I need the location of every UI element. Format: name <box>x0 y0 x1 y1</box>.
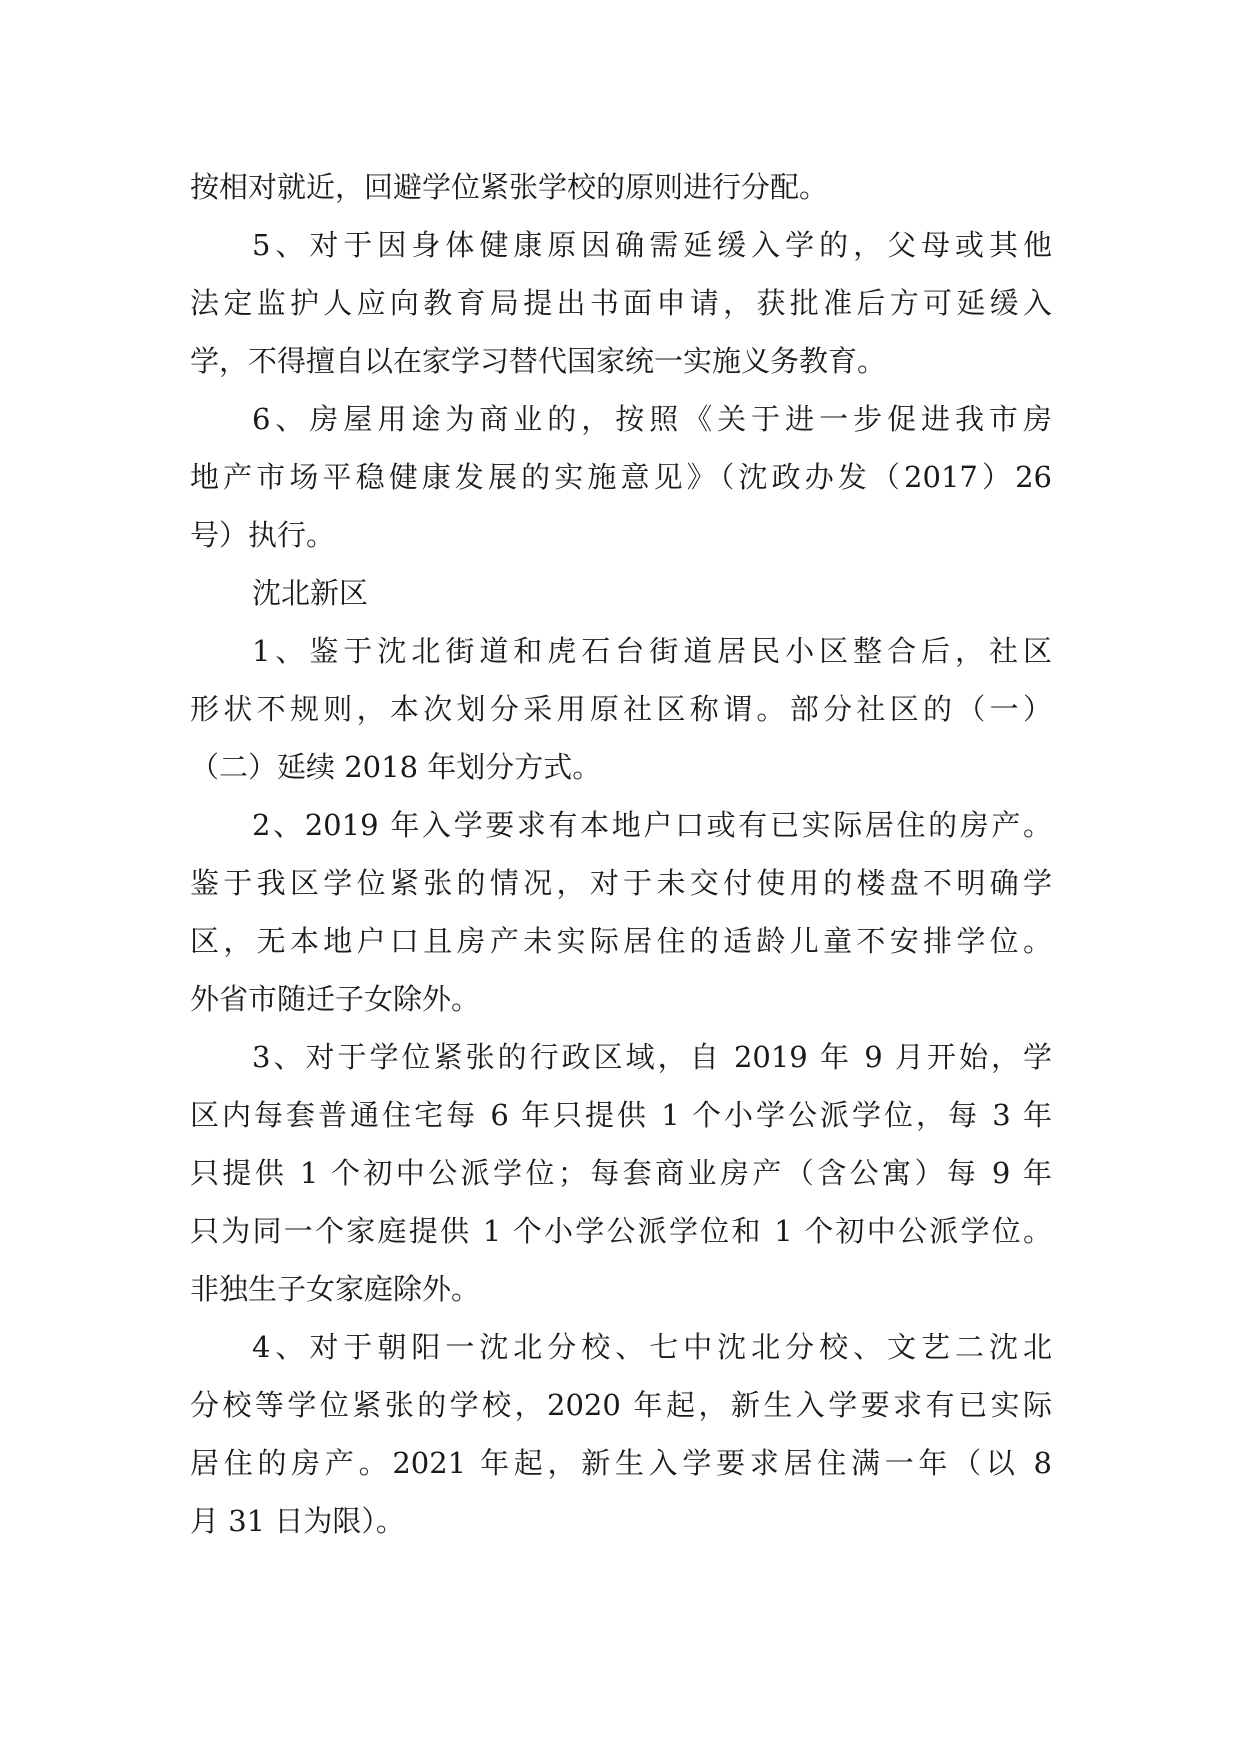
text-line: 区，无本地户口且房产未实际居住的适龄儿童不安排学位。 <box>190 924 1052 958</box>
text-line: 形状不规则，本次划分采用原社区称谓。部分社区的（一） <box>190 692 1052 726</box>
text-line: 法定监护人应向教育局提出书面申请，获批准后方可延缓入 <box>190 286 1052 320</box>
text-line: 地产市场平稳健康发展的实施意见》（沈政办发（2017）26 <box>190 460 1052 494</box>
text-line: 3、对于学位紧张的行政区域，自 2019 年 9 月开始，学 <box>252 1040 1052 1074</box>
text-line: 按相对就近，回避学位紧张学校的原则进行分配。 <box>190 170 829 204</box>
text-line: 5、对于因身体健康原因确需延缓入学的，父母或其他 <box>252 228 1052 262</box>
text-line: 分校等学位紧张的学校，2020 年起，新生入学要求有已实际 <box>190 1388 1052 1422</box>
text-line: 区内每套普通住宅每 6 年只提供 1 个小学公派学位，每 3 年 <box>190 1098 1052 1132</box>
text-line: 只为同一个家庭提供 1 个小学公派学位和 1 个初中公派学位。 <box>190 1214 1052 1248</box>
text-line: 4、对于朝阳一沈北分校、七中沈北分校、文艺二沈北 <box>252 1330 1052 1364</box>
text-line: 2、2019 年入学要求有本地户口或有已实际居住的房产。 <box>252 808 1052 842</box>
text-line: 外省市随迁子女除外。 <box>190 982 481 1016</box>
text-line: （二）延续 2018 年划分方式。 <box>190 750 602 784</box>
section-heading: 沈北新区 <box>252 576 369 610</box>
text-line: 鉴于我区学位紧张的情况，对于未交付使用的楼盘不明确学 <box>190 866 1052 900</box>
text-line: 非独生子女家庭除外。 <box>190 1272 481 1306</box>
text-line: 6、房屋用途为商业的，按照《关于进一步促进我市房 <box>252 402 1052 436</box>
text-line: 居住的房产。2021 年起，新生入学要求居住满一年（以 8 <box>190 1446 1052 1480</box>
text-line: 学，不得擅自以在家学习替代国家统一实施义务教育。 <box>190 344 887 378</box>
text-line: 只提供 1 个初中公派学位；每套商业房产（含公寓）每 9 年 <box>190 1156 1052 1190</box>
text-line: 1、鉴于沈北街道和虎石台街道居民小区整合后，社区 <box>252 634 1052 668</box>
text-line: 月 31 日为限）。 <box>190 1504 405 1538</box>
document-body <box>190 158 1052 1550</box>
text-line: 号）执行。 <box>190 518 336 552</box>
